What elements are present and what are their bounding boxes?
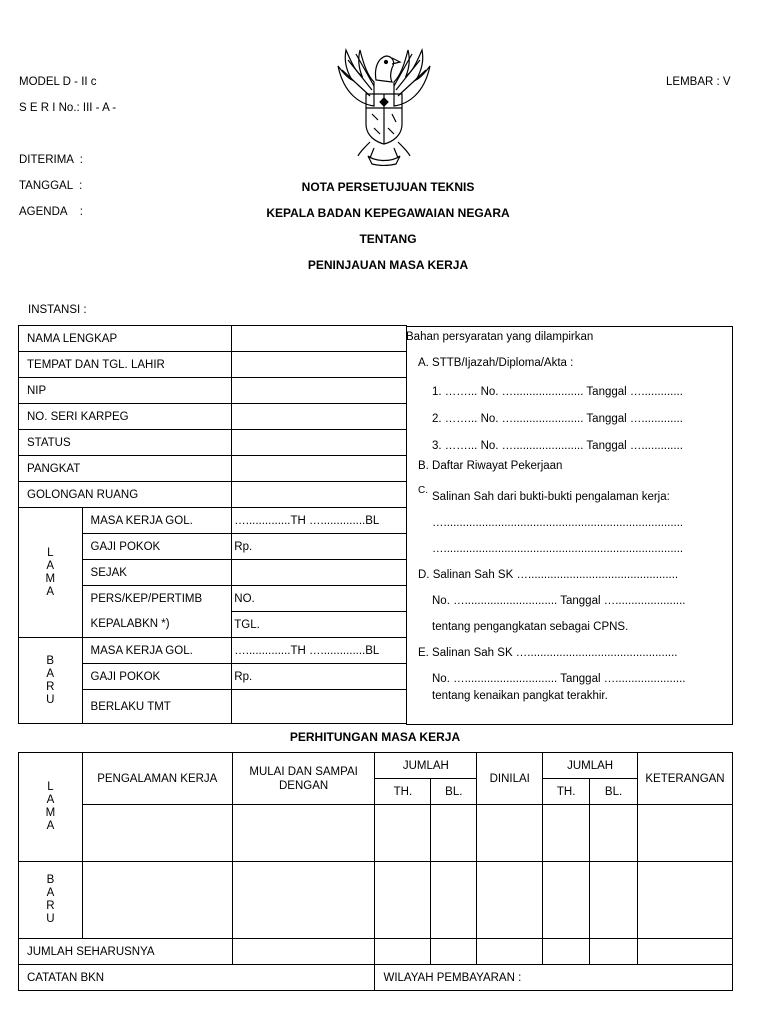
attachment-d[interactable]: D. Salinan Sah SK …............................................... bbox=[418, 569, 679, 581]
attachment-a2[interactable]: 2. ……... No. …...................... Tanggal …............. bbox=[432, 413, 683, 425]
baru-th-cell[interactable] bbox=[375, 862, 431, 939]
lama-keterangan-cell[interactable] bbox=[638, 805, 733, 862]
identity-label: NIP bbox=[19, 378, 232, 404]
identity-table bbox=[18, 325, 407, 724]
tanggal-label: TANGGAL : bbox=[19, 180, 83, 192]
baru-keterangan-cell[interactable] bbox=[638, 862, 733, 939]
col-bl-header: BL. bbox=[431, 779, 477, 805]
baru-bl-cell[interactable] bbox=[431, 862, 477, 939]
jumlah-th-cell[interactable] bbox=[375, 939, 431, 965]
lama-bl2-cell[interactable] bbox=[590, 805, 638, 862]
doc-title-2: KEPALA BADAN KEPEGAWAIAN NEGARA bbox=[266, 206, 510, 220]
lama-pengalaman-cell[interactable] bbox=[82, 805, 232, 862]
identity-value-field[interactable] bbox=[232, 482, 407, 508]
col-keterangan-header: KETERANGAN bbox=[638, 753, 733, 805]
baru-label: GAJI POKOK bbox=[82, 664, 232, 690]
attachment-c: Salinan Sah dari bukti-bukti pengalaman kerja: bbox=[432, 491, 670, 503]
attachment-e1[interactable]: No. …............................. Tanggal …...................... bbox=[432, 673, 686, 685]
lama-label: MASA KERJA GOL. bbox=[82, 508, 232, 534]
identity-value-field[interactable] bbox=[232, 326, 407, 352]
baru-label: MASA KERJA GOL. bbox=[82, 638, 232, 664]
col-pengalaman-header: PENGALAMAN KERJA bbox=[82, 753, 232, 805]
doc-title-4: PENINJAUAN MASA KERJA bbox=[307, 258, 469, 272]
calc-baru-side-label: B A R U bbox=[19, 862, 83, 939]
identity-value-field[interactable] bbox=[232, 352, 407, 378]
diterima-label: DITERIMA : bbox=[19, 154, 83, 166]
calc-lama-side-label: L A M A bbox=[19, 753, 83, 862]
lama-value[interactable]: TGL. bbox=[232, 612, 407, 638]
attachment-c-letter: C. bbox=[418, 485, 428, 496]
attachment-d1[interactable]: No. …............................. Tanggal …...................... bbox=[432, 595, 686, 607]
identity-label: GOLONGAN RUANG bbox=[19, 482, 232, 508]
identity-value-field[interactable] bbox=[232, 404, 407, 430]
lama-label: KEPALABKN *) bbox=[82, 612, 232, 638]
doc-title-1: NOTA PERSETUJUAN TEKNIS bbox=[301, 180, 475, 194]
identity-label: STATUS bbox=[19, 430, 232, 456]
attachment-a: A. STTB/Ijazah/Diploma/Akta : bbox=[418, 357, 574, 369]
lama-side-label: L A M A bbox=[19, 508, 83, 638]
attachments-panel bbox=[406, 326, 733, 725]
baru-value[interactable] bbox=[232, 690, 407, 724]
attachment-d2: tentang pengangkatan sebagai CPNS. bbox=[432, 621, 629, 633]
attachment-b: B. Daftar Riwayat Pekerjaan bbox=[418, 460, 563, 472]
seri-label: S E R I No.: III - A - bbox=[19, 102, 117, 114]
identity-value-field[interactable] bbox=[232, 430, 407, 456]
identity-label: TEMPAT DAN TGL. LAHIR bbox=[19, 352, 232, 378]
jumlah-bl2-cell[interactable] bbox=[590, 939, 638, 965]
baru-pengalaman-cell[interactable] bbox=[82, 862, 232, 939]
baru-value[interactable]: Rp. bbox=[232, 664, 407, 690]
lama-th2-cell[interactable] bbox=[543, 805, 590, 862]
attachment-c2[interactable]: …........................................................................... bbox=[432, 543, 684, 555]
identity-label: NO. SERI KARPEG bbox=[19, 404, 232, 430]
baru-dinilai-cell[interactable] bbox=[477, 862, 543, 939]
model-label: MODEL D - II c bbox=[19, 76, 97, 88]
lama-label: GAJI POKOK bbox=[82, 534, 232, 560]
perhitungan-title: PERHITUNGAN MASA KERJA bbox=[289, 730, 461, 744]
lama-value[interactable] bbox=[232, 560, 407, 586]
jumlah-mulai-cell[interactable] bbox=[232, 939, 375, 965]
wilayah-pembayaran-label[interactable]: WILAYAH PEMBAYARAN : bbox=[375, 965, 733, 991]
col-th2-header: TH. bbox=[543, 779, 590, 805]
identity-value-field[interactable] bbox=[232, 378, 407, 404]
lama-bl-cell[interactable] bbox=[431, 805, 477, 862]
doc-title-3: TENTANG bbox=[359, 232, 417, 246]
attachment-a1[interactable]: 1. ……... No. …...................... Tanggal …............. bbox=[432, 386, 683, 398]
garuda-emblem-icon bbox=[330, 44, 438, 166]
baru-label: BERLAKU TMT bbox=[82, 690, 232, 724]
attachment-a3[interactable]: 3. ……... No. …...................... Tanggal …............. bbox=[432, 440, 683, 452]
col-th-header: TH. bbox=[375, 779, 431, 805]
lama-label: PERS/KEP/PERTIMB bbox=[82, 586, 232, 612]
baru-th2-cell[interactable] bbox=[543, 862, 590, 939]
lama-th-cell[interactable] bbox=[375, 805, 431, 862]
lama-dinilai-cell[interactable] bbox=[477, 805, 543, 862]
baru-side-label: B A R U bbox=[19, 638, 83, 724]
identity-value-field[interactable] bbox=[232, 456, 407, 482]
lembar-label: LEMBAR : V bbox=[666, 76, 731, 88]
lama-value[interactable]: NO. bbox=[232, 586, 407, 612]
jumlah-keterangan-cell[interactable] bbox=[638, 939, 733, 965]
jumlah-seharusnya-label: JUMLAH SEHARUSNYA bbox=[19, 939, 233, 965]
attachments-heading: Bahan persyaratan yang dilampirkan bbox=[406, 331, 594, 343]
col-mulai-header: MULAI DAN SAMPAI DENGAN bbox=[232, 753, 375, 805]
identity-label: PANGKAT bbox=[19, 456, 232, 482]
jumlah-th2-cell[interactable] bbox=[543, 939, 590, 965]
col-jumlah-header: JUMLAH bbox=[375, 753, 477, 779]
col-bl2-header: BL. bbox=[590, 779, 638, 805]
catatan-bkn-label: CATATAN BKN bbox=[19, 965, 375, 991]
lama-label: SEJAK bbox=[82, 560, 232, 586]
attachment-e2: tentang kenaikan pangkat terakhir. bbox=[432, 690, 608, 702]
jumlah-dinilai-cell[interactable] bbox=[477, 939, 543, 965]
lama-value[interactable]: …..............TH …..............BL bbox=[232, 508, 407, 534]
agenda-label: AGENDA : bbox=[19, 206, 83, 218]
lama-value[interactable]: Rp. bbox=[232, 534, 407, 560]
baru-value[interactable]: …..............TH …..............BL bbox=[232, 638, 407, 664]
baru-mulai-cell[interactable] bbox=[232, 862, 375, 939]
col-dinilai-header: DINILAI bbox=[477, 753, 543, 805]
jumlah-bl-cell[interactable] bbox=[431, 939, 477, 965]
attachment-e[interactable]: E. Salinan Sah SK …............................................... bbox=[418, 647, 678, 659]
attachment-c1[interactable]: …........................................................................... bbox=[432, 517, 684, 529]
lama-mulai-cell[interactable] bbox=[232, 805, 375, 862]
baru-bl2-cell[interactable] bbox=[590, 862, 638, 939]
col-jumlah2-header: JUMLAH bbox=[543, 753, 638, 779]
perhitungan-table bbox=[18, 752, 733, 991]
instansi-label: INSTANSI : bbox=[28, 304, 87, 316]
identity-label: NAMA LENGKAP bbox=[19, 326, 232, 352]
